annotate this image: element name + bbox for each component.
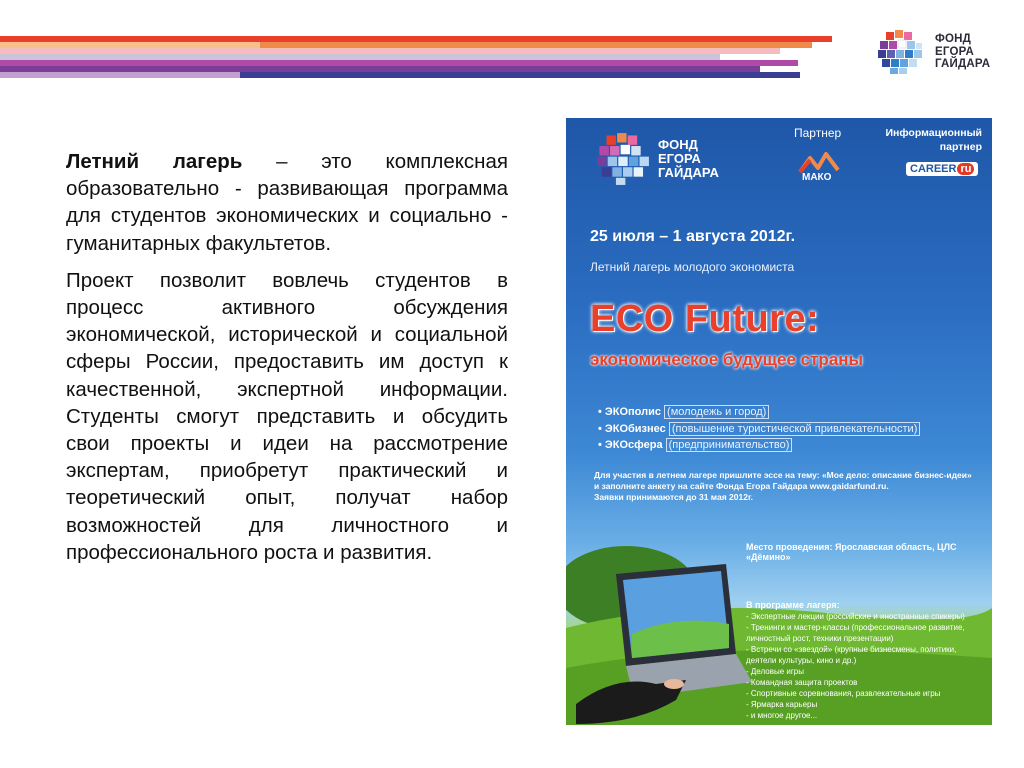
- program-item: - Командная защита проектов: [746, 678, 858, 687]
- note-line: и заполните анкету на сайте Фонда Егора Гайдара www.gaidarfund.ru.: [594, 481, 889, 491]
- application-note: [594, 470, 984, 503]
- program-item: - Встречи со «звездой» (крупные бизнесмены, политики,: [746, 645, 957, 654]
- career-text: CAREER: [910, 163, 957, 175]
- note-line: Для участия в летнем лагере пришлите эссе на тему: «Мое дело: описание бизнес-идеи»: [594, 470, 972, 480]
- mako-logo-icon: [792, 146, 854, 192]
- program-item: - Деловые игры: [746, 667, 804, 676]
- theme-name: • ЭКОсфера: [598, 439, 663, 451]
- program-item: - Тренинги и мастер-классы (профессиональное развитие,: [746, 623, 965, 632]
- note-line: Заявки принимаются до 31 мая 2012г.: [594, 492, 753, 502]
- poster-logo-line: ЕГОРА: [658, 151, 701, 166]
- eco-future-title: ECO Future:: [590, 298, 820, 340]
- theme-item: [598, 437, 920, 454]
- info-partner-label: [878, 126, 982, 154]
- poster-logo-line: ФОНД: [658, 137, 698, 152]
- camp-title: Летний лагерь: [66, 150, 243, 173]
- stripe: [240, 72, 800, 78]
- info-partner-line: Информационный: [885, 127, 982, 139]
- theme-desc: (повышение туристической привлекательности): [669, 422, 921, 436]
- program-item: - и многое другое...: [746, 711, 818, 720]
- theme-item: [598, 404, 920, 421]
- theme-name: • ЭКОполис: [598, 406, 661, 418]
- logo-line: ЕГОРА: [935, 45, 974, 58]
- program-item: деятели культуры, кино и др.): [746, 656, 857, 665]
- program-item: - Ярмарка карьеры: [746, 700, 818, 709]
- theme-desc: (молодежь и город): [664, 405, 769, 419]
- program-header: В программе лагеря:: [746, 600, 840, 610]
- partner-label: Партнер: [794, 126, 842, 140]
- foundation-logo: [872, 24, 1012, 80]
- laptop-illustration: [576, 554, 756, 724]
- foundation-name: [935, 33, 990, 71]
- program-block: [746, 600, 986, 721]
- paragraph-intro: [66, 148, 508, 257]
- stripe: [0, 72, 240, 78]
- logo-line: ФОНД: [935, 33, 972, 45]
- logo-line: ГАЙДАРА: [935, 58, 991, 70]
- poster-logo-line: ГАЙДАРА: [658, 165, 719, 180]
- event-location: Место проведения: Ярославская область, ЦЛС «Дёмино»: [746, 542, 957, 562]
- event-poster: [566, 118, 992, 725]
- info-partner-line: партнер: [939, 141, 982, 153]
- program-item: - Экспертные лекции (российские и иностранные спикеры): [746, 612, 965, 621]
- description-text: [66, 148, 508, 576]
- event-dates: 25 июля – 1 августа 2012г.: [590, 228, 796, 245]
- theme-desc: (предпринимательство): [666, 438, 793, 452]
- themes-list: [598, 404, 920, 454]
- career-ru-text: ru: [957, 163, 974, 175]
- gaidar-foundation-logo-icon: [872, 26, 928, 78]
- poster-logo-text: [658, 138, 719, 180]
- mako-label: МАКО: [802, 172, 832, 183]
- program-item: личностный рост, техники презентации): [746, 634, 894, 643]
- career-ru-logo: [906, 162, 978, 176]
- program-item: - Спортивные соревнования, развлекательные игры: [746, 689, 941, 698]
- decorative-stripes: [0, 34, 840, 78]
- theme-name: • ЭКОбизнес: [598, 422, 666, 435]
- eco-future-subtitle: экономическое будущее страны: [590, 350, 864, 369]
- event-subtitle: Летний лагерь молодого экономиста: [590, 260, 795, 274]
- theme-item: [598, 421, 920, 438]
- paragraph-details: Проект позволит вовлечь студентов в процесс активного обсуждения экономической, исторической и социальной сферы России, предоставить им доступ к качественной, экспертной информации. Студенты смогут представить и обсудить свои проекты и идеи на рассмотрение экспертам, приобретут практический и теоретический опыт, получат набор возможностей для личностного и профессионального роста и развития.: [66, 268, 508, 564]
- poster-foundation-logo-icon: [590, 128, 656, 190]
- intro-text: – это комплексная образовательно - развивающая программа для студентов экономических и социально - гуманитарных факультетов.: [66, 150, 508, 255]
